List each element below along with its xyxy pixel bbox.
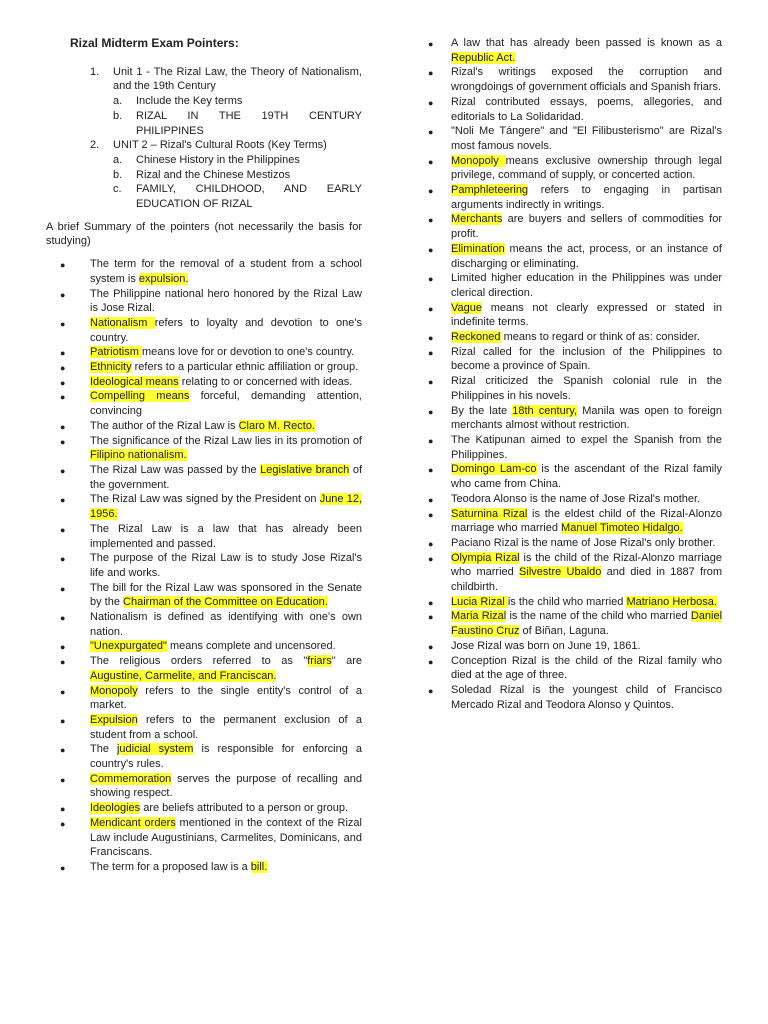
text-segment: Teodora Alonso is the name of Jose Rizal's mother. [451,492,701,505]
bullet-icon: ● [60,421,66,432]
text-segment: and died in 1887 from childbirth. [451,566,722,594]
text-segment: Conception Rizal is the child of the Rizal family who died at the age of three. [451,654,722,682]
highlighted-term: Ethnicity [90,361,132,374]
highlighted-term: Pamphleteering [451,184,529,197]
summary-intro: A brief Summary of the pointers (not necessarily the basis for studying) [46,220,362,248]
bullet-icon: ● [428,538,434,549]
sub-list [113,153,362,212]
text-segment: By the late [451,404,513,417]
text-segment: Jose Rizal was born on June 19, 1861. [451,639,641,652]
text-segment: The Rizal Law was passed by the [90,463,261,476]
list-item [428,507,722,536]
highlighted-term: Mendicant orders [90,816,176,829]
text-segment: The Philippine national hero honored by the Rizal Law is Jose Rizal. [90,287,362,315]
list-item [428,271,722,300]
text-segment: "Noli Me Tángere" and "El Filibusterismo" are Rizal's most famous novels. [451,125,722,152]
list-item [428,551,722,595]
highlighted-term: Domingo Lam-co [451,463,537,476]
text-segment: A law that has already been passed is known as a [451,37,722,49]
list-item [428,462,722,491]
list-item [428,345,722,374]
highlighted-term: Monopoly [451,154,506,167]
text-segment: refers to engaging in partisan arguments indirectly in writings. [451,184,722,211]
text-segment: The Katipunan aimed to expel the Spanish from the Philippines. [451,433,722,461]
sub-letter: a. [113,95,123,108]
list-item [428,36,722,65]
text-segment: refers to the permanent exclusion of a student from a school. [90,713,362,741]
unit-number: 2. [90,139,100,152]
sub-text: FAMILY, CHILDHOOD, AND EARLY EDUCATION OF RIZAL [136,183,362,211]
bullet-icon: ● [428,612,434,623]
list-item [46,522,362,551]
highlighted-term: 18th century, [512,404,578,417]
list-item [46,713,362,742]
highlighted-term: judicial system [116,743,194,756]
bullet-icon: ● [428,127,434,138]
highlighted-term: Ideologies [90,802,141,815]
highlighted-term: Silvestre Ubaldo [519,566,602,579]
text-segment: Manila was open to foreign merchants almost without restriction. [451,404,722,432]
text-segment: The term for a proposed law is a [90,860,251,873]
bullet-icon: ● [428,377,434,388]
text-segment: of the government. [90,463,363,491]
text-segment: Nationalism is defined as identifying with one's own nation. [90,611,362,638]
text-segment: The Rizal Law was signed by the President on [90,493,320,506]
list-item [428,301,722,330]
list-item [46,860,362,875]
highlighted-term: Compelling means [90,390,190,403]
text-segment: means the act, process, or an instance of discharging or eliminating. [451,242,722,270]
text-segment: is the child of the Rizal-Alonzo marriage who married [451,551,722,579]
bullet-icon: ● [60,348,66,359]
text-segment: means exclusive ownership through legal privilege, command of supply, or concerted action. [451,154,722,182]
list-item [46,654,362,683]
highlighted-term: Nationalism [90,316,155,329]
list-item [46,492,362,521]
list-item [428,683,722,712]
bullet-icon: ● [428,303,434,314]
unit-text: Unit 1 - The Rizal Law, the Theory of Nationalism, and the 19th Century [113,65,362,93]
text-segment: refers to loyalty and devotion to one's country. [90,316,362,344]
text-segment: The religious orders referred to as " [90,655,308,668]
sub-item [113,153,362,168]
page-title: Rizal Midterm Exam Pointers: [70,36,239,50]
text-segment: refers to the single entity's control of a market. [90,684,362,712]
right-bullet-list [428,36,722,712]
list-item [46,375,362,390]
highlighted-term: Merchants [451,213,503,226]
highlighted-term: Manuel Timoteo Hidalgo. [561,522,683,535]
text-segment: is responsible for enforcing a country's rules. [90,743,363,771]
text-segment: are beliefs attributed to a person or group. [140,802,349,815]
right-column [428,36,722,712]
text-segment: means complete and uncensored. [166,640,336,653]
sub-item [113,182,362,211]
highlighted-term: Daniel Faustino Cruz [451,610,723,638]
text-segment: is the ascendant of the Rizal family who came from China. [451,463,723,491]
bullet-icon: ● [60,260,66,271]
list-item [46,816,362,860]
bullet-icon: ● [428,244,434,255]
text-segment: Limited higher education in the Philippines was under clerical direction. [451,272,722,299]
list-item [428,65,722,94]
unit-text: UNIT 2 – Rizal's Cultural Roots (Key Terms) [113,139,327,152]
bullet-icon: ● [428,465,434,476]
text-segment: is the child who married [507,595,627,608]
bullet-icon: ● [60,318,66,329]
list-item [46,801,362,816]
unit-number: 1. [90,65,100,78]
text-segment: Rizal criticized the Spanish colonial rule in the Philippines in his novels. [451,375,722,402]
list-item [428,330,722,345]
list-item [46,434,362,463]
list-item [46,684,362,713]
text-segment: The bill for the Rizal Law was sponsored in the Senate by the [90,581,362,609]
bullet-icon: ● [428,97,434,108]
highlighted-term: Filipino nationalism. [90,449,187,462]
list-item [46,610,362,639]
list-item [46,257,362,286]
bullet-icon: ● [60,715,66,726]
list-item [46,345,362,360]
bullet-icon: ● [60,377,66,388]
bullet-icon: ● [428,509,434,520]
highlighted-term: Augustine, Carmelite, and Franciscan. [90,669,277,682]
bullet-icon: ● [428,553,434,564]
list-item [428,492,722,507]
highlighted-term: Republic Act. [451,51,516,64]
sub-text: Rizal and the Chinese Mestizos [136,168,291,181]
bullet-icon: ● [428,494,434,505]
bullet-icon: ● [60,363,66,374]
highlighted-term: Matriano Herbosa. [626,595,717,608]
bullet-icon: ● [60,642,66,653]
list-item [428,242,722,271]
text-segment: The Rizal Law is a law that has already been implemented and passed. [90,522,362,550]
list-item [46,742,362,771]
list-item [46,772,362,801]
highlighted-term: Vague [451,301,482,314]
text-segment: The purpose of the Rizal Law is to study Jose Rizal's life and works. [90,552,362,579]
unit-item [70,65,362,139]
bullet-icon: ● [60,583,66,594]
bullet-icon: ● [60,436,66,447]
text-segment: The significance of the Rizal Law lies in its promotion of [90,434,362,447]
bullet-icon: ● [60,495,66,506]
sub-letter: c. [113,183,122,196]
list-item [428,95,722,124]
text-segment: The author of the Rizal Law is [90,419,239,432]
text-segment: refers to a particular ethnic affiliation or group. [131,361,359,374]
sub-list [113,94,362,138]
bullet-icon: ● [428,597,434,608]
unit-item [70,138,362,212]
text-segment: The term for the removal of a student from a school system is [90,258,362,285]
bullet-icon: ● [60,804,66,815]
bullet-icon: ● [428,435,434,446]
list-item [428,154,722,183]
text-segment: Rizal contributed essays, poems, allegories, and editorials to La Solidaridad. [451,95,722,123]
bullet-icon: ● [428,347,434,358]
list-item [46,463,362,492]
bullet-icon: ● [60,862,66,873]
highlighted-term: Chairman of the Committee on Education. [123,596,328,609]
list-item [46,551,362,580]
sub-item [113,109,362,138]
text-segment: Soledad Rizal is the youngest child of Francisco Mercado Rizal and Teodora Alonso y Quintos. [451,683,722,711]
sub-item [113,168,362,183]
sub-text: Include the Key terms [136,95,243,108]
highlighted-term: Expulsion [90,713,138,726]
list-item [428,595,722,610]
left-column [46,36,362,875]
bullet-icon: ● [428,215,434,226]
list-item [46,639,362,654]
left-bullet-list [46,257,362,875]
highlighted-term: Lucia Rizal [451,595,508,608]
text-segment: Paciano Rizal is the name of Jose Rizal's only brother. [451,536,716,549]
bullet-icon: ● [428,656,434,667]
sub-letter: b. [113,109,123,122]
bullet-icon: ● [60,289,66,300]
text-segment: are buyers and sellers of commodities for profit. [451,213,722,241]
highlighted-term: Monopoly [90,684,138,697]
highlighted-term: Elimination [451,242,505,255]
highlighted-term: Claro M. Recto. [238,419,315,432]
bullet-icon: ● [428,641,434,652]
text-segment: means love for or devotion to one's country. [141,346,355,359]
bullet-icon: ● [60,465,66,476]
list-item [428,374,722,403]
bullet-icon: ● [60,524,66,535]
sub-item [113,94,362,109]
highlighted-term: Legislative branch [260,463,350,476]
list-item [428,124,722,153]
bullet-icon: ● [60,818,66,829]
highlighted-term: bill. [250,860,268,873]
text-segment: relating to or concerned with ideas. [178,375,353,388]
highlighted-term: expulsion. [138,272,189,285]
bullet-icon: ● [428,274,434,285]
bullet-icon: ● [428,156,434,167]
list-item [46,287,362,316]
sub-text: RIZAL IN THE 19TH CENTURY PHILIPPINES [136,109,362,137]
bullet-icon: ● [60,774,66,785]
list-item [428,404,722,433]
highlighted-term: friars [307,655,332,668]
list-item [46,419,362,434]
highlighted-term: Commemoration [90,772,172,785]
list-item [428,183,722,212]
list-item [46,360,362,375]
list-item [428,212,722,241]
unit-list [46,65,362,212]
highlighted-term: Maria Rizal [451,610,507,623]
highlighted-term: June 12, 1956. [90,493,362,521]
list-item [428,536,722,551]
bullet-icon: ● [60,657,66,668]
bullet-icon: ● [428,186,434,197]
text-segment: is the name of the child who married [506,610,691,623]
text-segment: The [90,743,117,756]
bullet-icon: ● [60,554,66,565]
bullet-icon: ● [428,39,434,49]
list-item [46,389,362,418]
sub-text: Chinese History in the Philippines [136,153,300,166]
list-item [428,609,722,638]
text-segment: means to regard or think of as: consider. [500,331,700,344]
text-segment: forceful, demanding attention, convincing [90,390,362,418]
highlighted-term: Reckoned [451,331,501,344]
list-item [428,433,722,462]
bullet-icon: ● [60,392,66,403]
text-segment: Rizal's writings exposed the corruption and wrongdoings of government officials and Spanish friars. [451,66,722,94]
text-segment: mentioned in the context of the Rizal Law include Augustinians, Carmelites, Dominicans, and Franciscans. [90,816,362,859]
list-item [46,581,362,610]
text-segment: Rizal called for the inclusion of the Philippines to become a province of Spain. [451,345,722,373]
text-segment: serves the purpose of recalling and showing respect. [90,772,362,800]
sub-letter: b. [113,168,123,181]
highlighted-term: Ideological means [90,375,179,388]
bullet-icon: ● [428,68,434,79]
highlighted-term: Patriotism [90,346,142,359]
list-item [428,654,722,683]
sub-letter: a. [113,153,123,166]
text-segment: of Biñan, Laguna. [519,625,609,638]
bullet-icon: ● [428,333,434,344]
list-item [46,316,362,345]
highlighted-term: Saturnina Rizal [451,507,528,520]
text-segment: means not clearly expressed or stated in indefinite terms. [451,301,722,329]
bullet-icon: ● [428,685,434,696]
bullet-icon: ● [428,406,434,417]
bullet-icon: ● [60,613,66,624]
text-segment: " are [331,655,362,668]
highlighted-term: Olympia Rizal [451,551,520,564]
text-segment: is the eldest child of the Rizal-Alonzo marriage who married [451,507,722,535]
bullet-icon: ● [60,686,66,697]
list-item [428,639,722,654]
bullet-icon: ● [60,745,66,756]
highlighted-term: "Unexpurgated" [90,640,167,653]
